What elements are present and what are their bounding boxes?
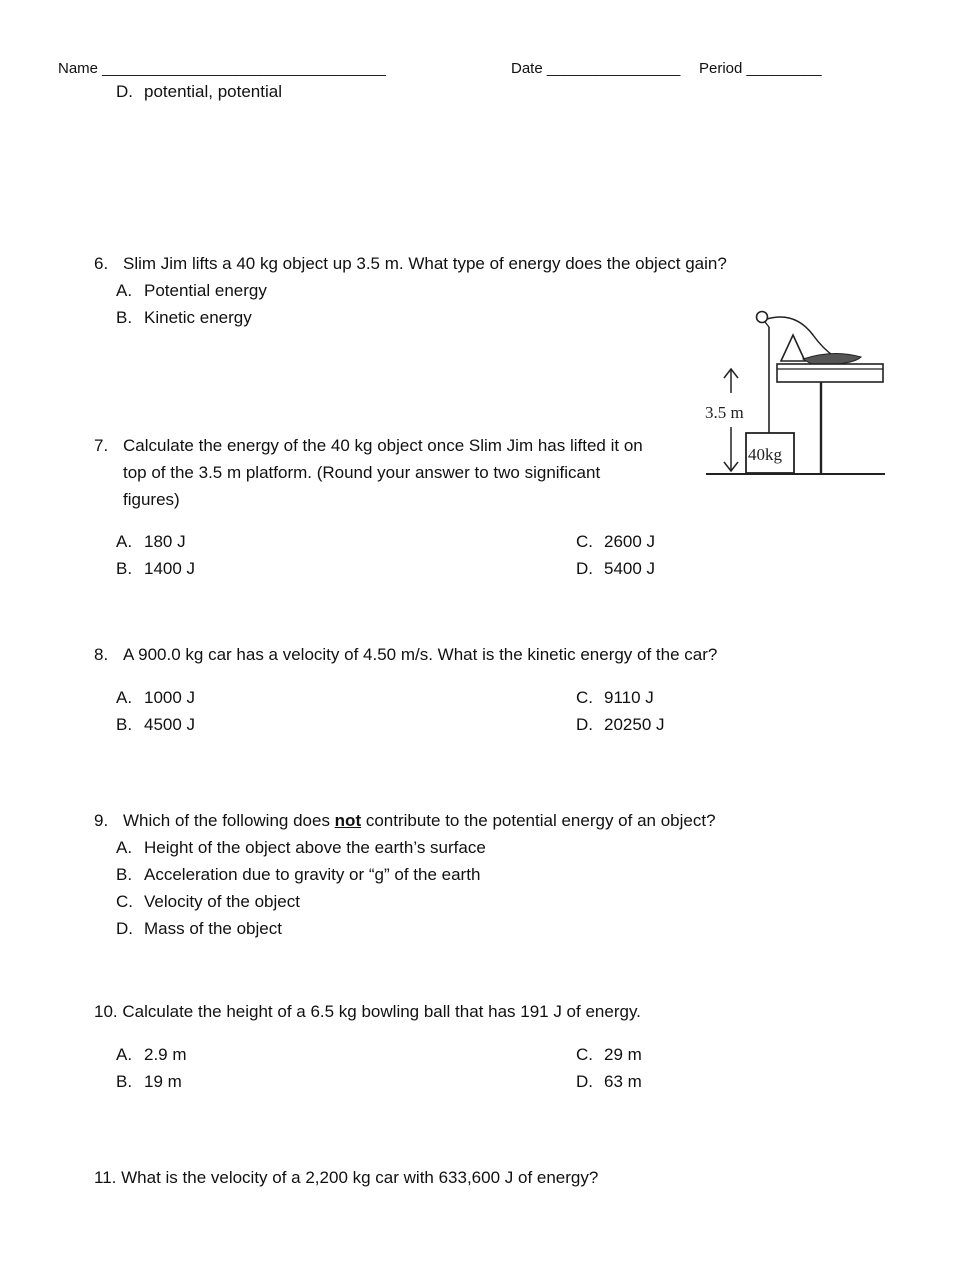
q6-option-a [116, 281, 267, 301]
option-text: Acceleration due to gravity or “g” of the earth [144, 865, 481, 884]
q8-option-b [116, 715, 195, 735]
question-10 [94, 1002, 641, 1022]
option-text: 29 m [604, 1045, 642, 1064]
question-number: 10. [94, 1002, 118, 1021]
pulley-icon [757, 312, 768, 323]
option-text: 19 m [144, 1072, 182, 1091]
question-9 [94, 811, 716, 831]
q9-option-b [116, 865, 480, 885]
option-text: Height of the object above the earth’s surface [144, 838, 486, 857]
person-legs-icon [781, 335, 805, 361]
question-6 [94, 254, 727, 274]
date-field-label: Date ________________ [511, 60, 681, 77]
question-7-line3: figures) [123, 490, 180, 509]
option-letter: B. [116, 308, 133, 327]
option-text: 1000 J [144, 688, 196, 707]
option-text: 2600 J [604, 532, 656, 551]
option-letter: A. [116, 281, 133, 300]
q9-option-c [116, 892, 300, 912]
option-text: 5400 J [604, 559, 656, 578]
option-text: 180 J [144, 532, 186, 551]
option-letter: B. [116, 865, 133, 884]
option-letter: C. [576, 1045, 593, 1064]
question-text: Calculate the height of a 6.5 kg bowling ball that has 191 J of energy. [122, 1002, 641, 1021]
option-text: Velocity of the object [144, 892, 300, 911]
option-letter: D. [576, 715, 593, 734]
question-text: A 900.0 kg car has a velocity of 4.50 m/s. What is the kinetic energy of the car? [123, 645, 718, 664]
option-letter: C. [576, 688, 593, 707]
option-letter: A. [116, 688, 133, 707]
q9-option-a [116, 838, 486, 858]
option-text: potential, potential [144, 82, 282, 101]
question-text: What is the velocity of a 2,200 kg car with 633,600 J of energy? [121, 1168, 599, 1187]
option-text: 9110 J [604, 688, 654, 707]
option-text: 1400 J [144, 559, 196, 578]
option-text: Potential energy [144, 281, 267, 300]
q8-option-a [116, 688, 195, 708]
mass-label: 40kg [748, 445, 782, 464]
option-letter: D. [576, 559, 593, 578]
q10-option-b [116, 1072, 182, 1092]
option-text: Mass of the object [144, 919, 282, 938]
name-field-label: Name __________________________________ [58, 60, 386, 77]
option-letter: C. [116, 892, 133, 911]
question-emphasis: not [334, 811, 362, 830]
q9-option-d [116, 919, 282, 939]
question-8 [94, 645, 717, 665]
platform-top [777, 364, 883, 382]
question-text: Slim Jim lifts a 40 kg object up 3.5 m. What type of energy does the object gain? [123, 254, 727, 273]
q10-option-d [576, 1072, 642, 1092]
q10-option-c [576, 1045, 642, 1065]
q10-option-a [116, 1045, 187, 1065]
q7-option-d [576, 559, 655, 579]
question-number: 9. [94, 811, 109, 830]
option-letter: B. [116, 559, 133, 578]
option-text: Kinetic energy [144, 308, 252, 327]
option-letter: A. [116, 838, 133, 857]
option-text: 20250 J [604, 715, 665, 734]
question-text-line1: Calculate the energy of the 40 kg object once Slim Jim has lifted it on [123, 436, 643, 455]
option-letter: C. [576, 532, 593, 551]
question-7 [94, 436, 643, 456]
option-letter: A. [116, 1045, 133, 1064]
q8-option-d [576, 715, 665, 735]
option-text: 2.9 m [144, 1045, 187, 1064]
question-number: 7. [94, 436, 109, 455]
option-text: 4500 J [144, 715, 196, 734]
carryover-option [116, 82, 282, 102]
question-11 [94, 1168, 598, 1188]
q7-option-a [116, 532, 186, 552]
height-label: 3.5 m [705, 403, 744, 422]
option-text: 63 m [604, 1072, 642, 1091]
question-number: 8. [94, 645, 109, 664]
q6-option-b [116, 308, 252, 328]
option-letter: D. [576, 1072, 593, 1091]
q7-option-c [576, 532, 655, 552]
option-letter: B. [116, 715, 133, 734]
question-text-after: contribute to the potential energy of an object? [361, 811, 716, 830]
question-7-line2: top of the 3.5 m platform. (Round your answer to two significant [123, 463, 601, 482]
option-letter: B. [116, 1072, 133, 1091]
option-letter: A. [116, 532, 133, 551]
platform-lift-diagram [703, 305, 889, 483]
period-field-label: Period _________ [699, 60, 822, 77]
question-text-before: Which of the following does [123, 811, 335, 830]
question-number: 11. [94, 1168, 117, 1187]
option-letter: D. [116, 919, 133, 938]
question-number: 6. [94, 254, 109, 273]
q8-option-c [576, 688, 654, 708]
q7-option-b [116, 559, 195, 579]
option-letter: D. [116, 82, 133, 101]
